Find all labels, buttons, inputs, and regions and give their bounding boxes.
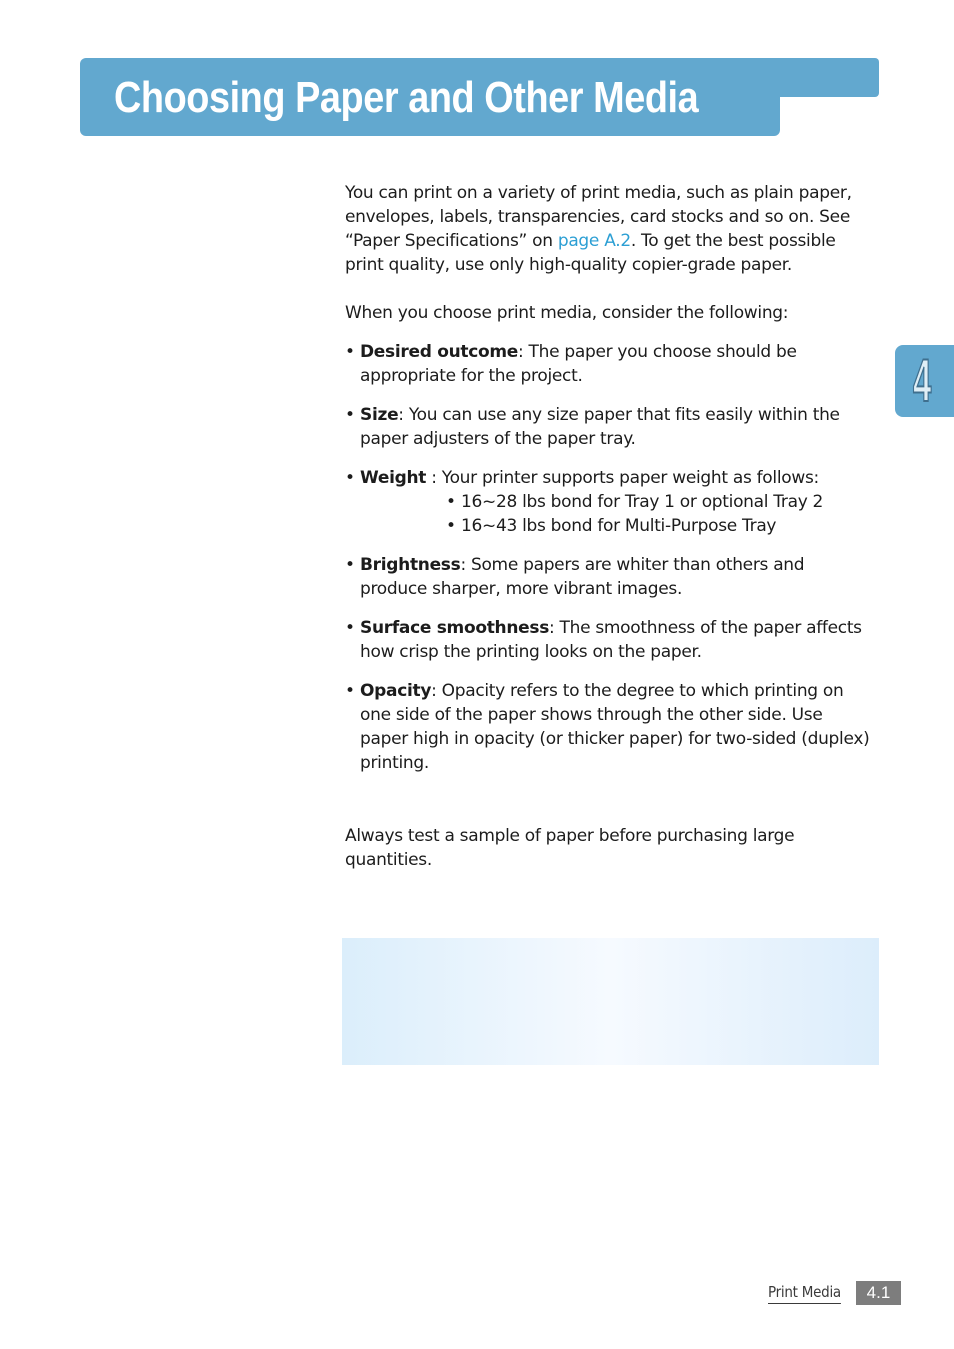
bullet-text: : Opacity refers to the degree to which printing on one side of the paper shows through the other side. Use paper high in opacity (or thicker paper) for two-sided (duplex) printing. bbox=[360, 681, 870, 773]
page-a2-link[interactable]: page A.2 bbox=[557, 231, 631, 251]
bullet-text: : The smoothness of the paper affects how crisp the printing looks on the paper. bbox=[360, 618, 862, 662]
weight-subitem: • 16~43 lbs bond for Multi-Purpose Tray bbox=[446, 516, 777, 536]
bullet-size bbox=[345, 403, 875, 451]
title-banner-tab bbox=[770, 58, 879, 97]
bullet-text: : Some papers are whiter than others and produce sharper, more vibrant images. bbox=[360, 555, 805, 599]
footer-section-label: Print Media bbox=[768, 1281, 841, 1304]
bullet-text: : You can use any size paper that fits easily within the paper adjusters of the paper tray. bbox=[360, 405, 840, 449]
bullet-dot: • bbox=[345, 342, 355, 362]
bullet-dot: • bbox=[345, 555, 355, 575]
bullet-term: Surface smoothness bbox=[360, 618, 550, 638]
bullet-surface-smoothness bbox=[345, 616, 875, 664]
bullet-weight bbox=[345, 466, 875, 538]
weight-subitem: • 16~28 lbs bond for Tray 1 or optional Tray 2 bbox=[446, 492, 824, 512]
closing-paragraph: Always test a sample of paper before purchasing large quantities. bbox=[345, 826, 795, 870]
consider-paragraph: When you choose print media, consider the following: bbox=[345, 303, 789, 323]
bullet-brightness bbox=[345, 553, 875, 601]
page-title: Choosing Paper and Other Media bbox=[114, 73, 699, 122]
page-number-badge: 4.1 bbox=[856, 1281, 901, 1305]
intro-paragraph: You can print on a variety of print media, such as plain paper, envelopes, labels, transparencies, card stocks and so on. See “Paper Specifications” on page A.2. To get the best possible print quality, use only high-quality copier-grade paper. bbox=[345, 183, 852, 275]
bullet-term: Desired outcome bbox=[360, 342, 518, 362]
bullet-text: : The paper you choose should be appropriate for the project. bbox=[360, 342, 797, 386]
bullet-dot: • bbox=[446, 516, 456, 536]
bullet-text: : Your printer supports paper weight as follows: bbox=[426, 468, 819, 488]
note-box bbox=[342, 938, 879, 1065]
bullet-opacity bbox=[345, 679, 875, 775]
bullet-dot: • bbox=[345, 618, 355, 638]
bullet-term: Weight bbox=[360, 468, 427, 488]
bullet-dot: • bbox=[446, 492, 456, 512]
body-content bbox=[345, 181, 875, 872]
bullet-term: Opacity bbox=[360, 681, 432, 701]
bullet-desired-outcome bbox=[345, 340, 875, 388]
chapter-number: 4 bbox=[913, 347, 932, 414]
bullet-dot: • bbox=[345, 681, 355, 701]
bullet-term: Brightness bbox=[360, 555, 461, 575]
bullet-dot: • bbox=[345, 405, 355, 425]
bullet-dot: • bbox=[345, 468, 355, 488]
bullet-term: Size bbox=[360, 405, 399, 425]
